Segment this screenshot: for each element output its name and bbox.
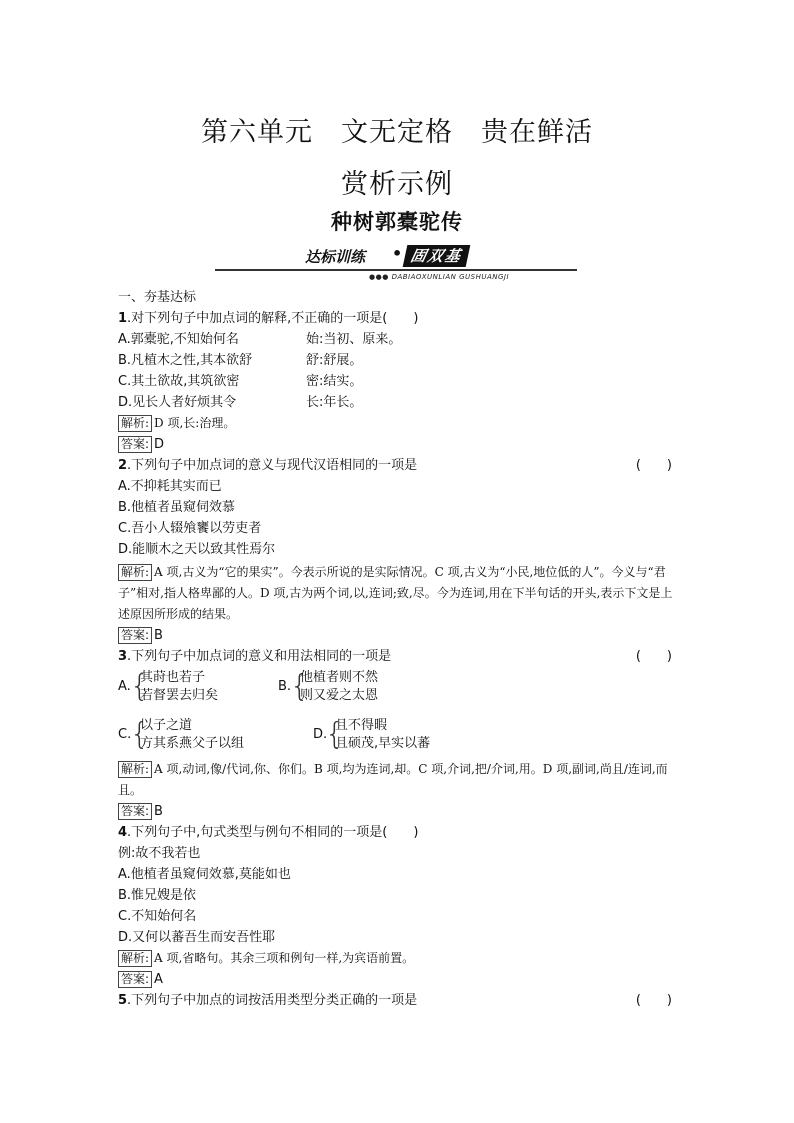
analysis-tag: 解析: bbox=[118, 761, 152, 778]
answer bbox=[118, 625, 678, 646]
option-b-line1: 他植者则不然 bbox=[300, 670, 379, 685]
option-text: B.凡植木之性,其本欲舒 bbox=[118, 353, 253, 368]
option-b bbox=[118, 350, 678, 371]
exercise-content bbox=[118, 287, 678, 1011]
analysis bbox=[118, 759, 678, 801]
answer-paren: ( ) bbox=[635, 993, 672, 1008]
answer-paren: ( ) bbox=[635, 458, 672, 473]
option-d-label: D. bbox=[313, 727, 328, 742]
answer-tag: 答案: bbox=[118, 436, 152, 453]
answer bbox=[118, 801, 678, 822]
analysis bbox=[118, 562, 678, 625]
option-d-line1: 且不得暇 bbox=[335, 718, 388, 733]
option-d: D.又何以蕃吾生而安吾性耶 bbox=[118, 930, 276, 945]
question-number: 2 bbox=[118, 458, 128, 473]
question-stem: .对下列句子中加点词的解释,不正确的一项是( ) bbox=[127, 311, 419, 326]
option-a bbox=[118, 329, 678, 350]
option-d-line2: 且硕茂,早实以蕃 bbox=[335, 736, 431, 751]
brace-icon: { bbox=[130, 669, 150, 704]
question-number: 5 bbox=[118, 993, 128, 1008]
option-d: D.能顺木之天以致其性焉尔 bbox=[118, 542, 276, 557]
analysis-tag: 解析: bbox=[118, 950, 152, 967]
brace-icon: { bbox=[130, 717, 150, 752]
question-5 bbox=[118, 990, 678, 1011]
answer-tag: 答案: bbox=[118, 627, 152, 644]
brace-icon: { bbox=[290, 669, 310, 704]
option-c-label: C. bbox=[118, 727, 132, 742]
analysis bbox=[118, 413, 678, 434]
option-b: B.惟兄嫂是依 bbox=[118, 888, 197, 903]
practice-banner bbox=[215, 243, 577, 283]
option-d bbox=[118, 392, 678, 413]
option-row-cd bbox=[118, 717, 678, 757]
option-c-line2: 方其系燕父子以组 bbox=[140, 736, 245, 751]
analysis-text: A 项,动词,像/代词,你、你们。B 项,均为连词,却。C 项,介词,把/介词,用。D 项,副词,尚且/连词,而且。 bbox=[118, 762, 668, 797]
option-a-line1: 其莳也若子 bbox=[140, 670, 206, 685]
lesson-title: 种树郭橐驼传 bbox=[331, 209, 463, 234]
option-a: A.不抑耗其实而已 bbox=[118, 479, 222, 494]
question-stem: .下列句子中,句式类型与例句不相同的一项是( ) bbox=[127, 825, 419, 840]
option-b-label: B. bbox=[278, 679, 292, 694]
option-b-line2: 则又爱之太恩 bbox=[300, 688, 379, 703]
option-c bbox=[118, 371, 678, 392]
question-1 bbox=[118, 308, 678, 329]
question-2 bbox=[118, 455, 678, 476]
question-stem: .下列句子中加点的词按活用类型分类正确的一项是 bbox=[127, 993, 418, 1008]
banner-label: 达标训练 bbox=[305, 248, 366, 266]
answer-tag: 答案: bbox=[118, 971, 152, 988]
brace-icon: { bbox=[325, 717, 345, 752]
analysis bbox=[118, 948, 678, 969]
answer bbox=[118, 969, 678, 990]
analysis-text: A 项,省略句。其余三项和例句一样,为宾语前置。 bbox=[154, 951, 415, 965]
banner-dot: • bbox=[392, 244, 403, 263]
answer-paren: ( ) bbox=[635, 649, 672, 664]
unit-title: 第六单元 文无定格 贵在鲜活 bbox=[201, 117, 593, 148]
answer-text: D bbox=[154, 437, 165, 452]
option-row-ab bbox=[118, 669, 678, 709]
question-stem: .下列句子中加点词的意义与现代汉语相同的一项是 bbox=[127, 458, 418, 473]
option-text: D.见长人者好烦其令 bbox=[118, 395, 237, 410]
option-c: C.吾小人辍飧饔以劳吏者 bbox=[118, 521, 262, 536]
option-a-line2: 若督罢去归矣 bbox=[140, 688, 219, 703]
option-text: A.郭橐驼,不知始何名 bbox=[118, 332, 239, 347]
question-number: 4 bbox=[118, 825, 128, 840]
question-4 bbox=[118, 822, 678, 843]
option-b: B.他植者虽窥伺效慕 bbox=[118, 500, 236, 515]
option-gloss: 舒:舒展。 bbox=[306, 353, 363, 368]
question-3 bbox=[118, 646, 678, 667]
answer-text: B bbox=[154, 628, 163, 643]
answer-text: B bbox=[154, 804, 163, 819]
option-gloss: 密:结实。 bbox=[306, 374, 363, 389]
analysis-tag: 解析: bbox=[118, 564, 152, 581]
analysis-text: A 项,古义为“它的果实”。今表示所说的是实际情况。C 项,古义为“小民,地位低的人”。今义与“君子”相对,指人格卑鄙的人。D 项,古为两个词,以,连词;致,尽。今为连词,用在下半句话的开头,表示下文是上述原因所形成的结果。 bbox=[118, 565, 673, 621]
question-stem: .下列句子中加点词的意义和用法相同的一项是 bbox=[127, 649, 392, 664]
analysis-text: D 项,长:治理。 bbox=[154, 416, 236, 430]
example-sentence: 例:故不我若也 bbox=[118, 846, 201, 861]
option-text: C.其土欲故,其筑欲密 bbox=[118, 374, 240, 389]
answer bbox=[118, 434, 678, 455]
option-gloss: 始:当初、原来。 bbox=[306, 332, 402, 347]
option-c: C.不知始何名 bbox=[118, 909, 197, 924]
answer-text: A bbox=[154, 972, 163, 987]
section-title: 赏析示例 bbox=[341, 169, 453, 200]
option-gloss: 长:年长。 bbox=[306, 395, 363, 410]
banner-divider bbox=[215, 269, 577, 271]
option-a: A.他植者虽窥伺效慕,莫能如也 bbox=[118, 867, 291, 882]
question-number: 1 bbox=[118, 311, 128, 326]
banner-box: 固双基 bbox=[403, 245, 471, 267]
banner-subtitle: ●●● DABIAOXUNLIAN GUSHUANGJI bbox=[369, 273, 510, 281]
part-heading: 一、夯基达标 bbox=[118, 290, 197, 305]
option-a-label: A. bbox=[118, 679, 131, 694]
answer-tag: 答案: bbox=[118, 803, 152, 820]
option-c-line1: 以子之道 bbox=[140, 718, 193, 733]
question-number: 3 bbox=[118, 649, 128, 664]
analysis-tag: 解析: bbox=[118, 415, 152, 432]
